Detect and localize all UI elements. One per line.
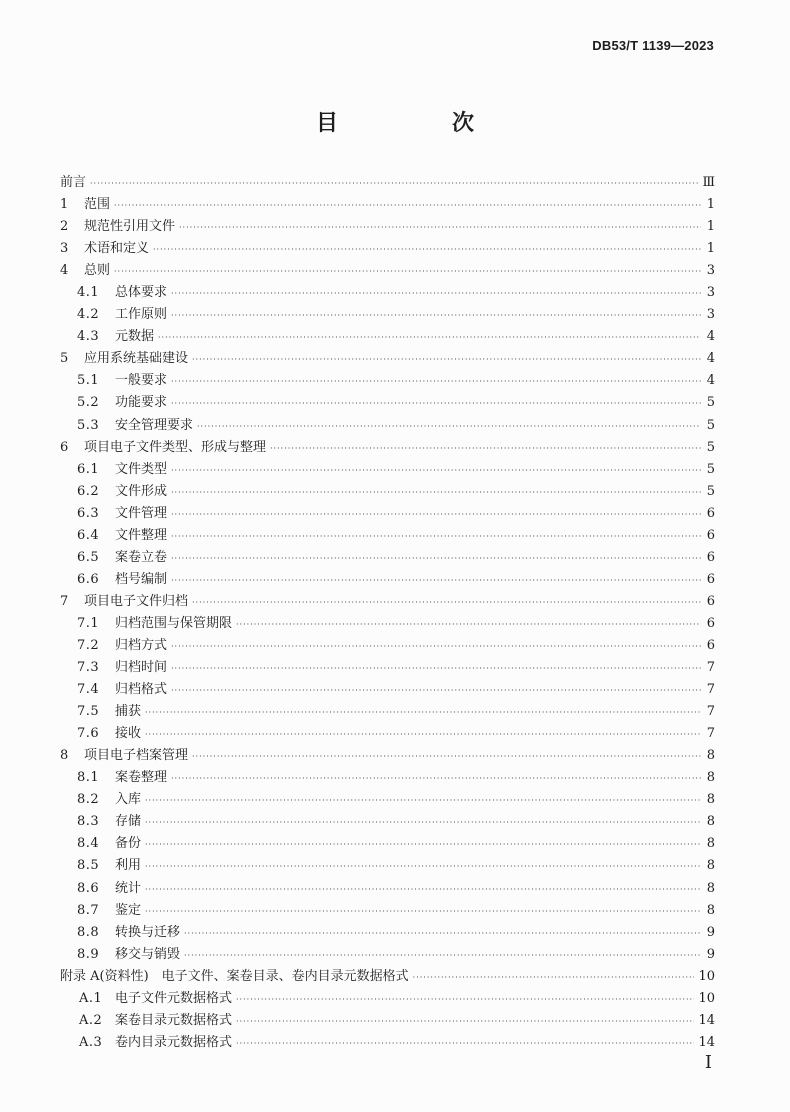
toc-entry[interactable] xyxy=(60,348,715,370)
toc-entry-page: 8 xyxy=(706,748,715,764)
toc-entry[interactable] xyxy=(60,789,715,811)
toc-entry-page: 5 xyxy=(706,461,715,477)
toc-entry-page: 7 xyxy=(706,660,715,676)
toc-entry-number: 5.3 xyxy=(77,417,100,433)
toc-entry[interactable] xyxy=(60,657,715,679)
toc-entry[interactable] xyxy=(60,900,715,922)
toc-entry[interactable] xyxy=(60,679,715,701)
toc-entry-page: 1 xyxy=(706,197,715,213)
toc-entry-title: 应用系统基础建设 xyxy=(84,351,189,367)
toc-entry[interactable] xyxy=(60,238,715,260)
page-number: I xyxy=(704,1052,712,1073)
toc-entry-page: 9 xyxy=(706,924,715,940)
toc-entry-number: 8.6 xyxy=(77,880,100,896)
toc-entry-title: 文件管理 xyxy=(115,505,168,521)
toc-entry-number: 6 xyxy=(60,439,69,455)
toc-entry[interactable] xyxy=(60,833,715,855)
toc-entry-number: 8.3 xyxy=(77,814,100,830)
toc-leader-dots xyxy=(171,570,701,592)
toc-entry[interactable] xyxy=(60,1032,715,1054)
toc-entry[interactable] xyxy=(60,326,715,348)
toc-entry-number: A.1 xyxy=(79,990,103,1006)
toc-entry-title: 总体要求 xyxy=(115,285,168,301)
toc-entry-page: 8 xyxy=(706,814,715,830)
toc-leader-dots xyxy=(114,195,701,217)
toc-entry-number: A.2 xyxy=(79,1012,103,1028)
toc-entry-page: 8 xyxy=(706,792,715,808)
toc-entry-page: 8 xyxy=(706,880,715,896)
toc-leader-dots xyxy=(90,173,698,195)
toc-leader-dots xyxy=(171,680,701,702)
toc-entry-page: 4 xyxy=(706,329,715,345)
toc-entry-page: 8 xyxy=(706,770,715,786)
toc-entry[interactable] xyxy=(60,415,715,437)
toc-leader-dots xyxy=(171,504,701,526)
toc-entry[interactable] xyxy=(60,525,715,547)
toc-entry-number: 6.6 xyxy=(77,571,100,587)
toc-entry-number: 8.2 xyxy=(77,792,100,808)
toc-entry-title: 备份 xyxy=(115,836,142,852)
toc-leader-dots xyxy=(171,482,701,504)
toc-entry-page: 1 xyxy=(706,241,715,257)
toc-entry-title: 项目电子文件类型、形成与整理 xyxy=(84,439,267,455)
toc-entry[interactable] xyxy=(60,1010,715,1032)
page-title: 目 次 xyxy=(315,111,520,136)
toc-entry-number: 7.2 xyxy=(77,637,100,653)
toc-entry-page: 8 xyxy=(706,902,715,918)
toc-entry-page: 7 xyxy=(706,726,715,742)
toc-entry[interactable] xyxy=(60,745,715,767)
toc-entry-page: 4 xyxy=(706,351,715,367)
toc-entry-number: 6.4 xyxy=(77,527,100,543)
toc-entry-title: 入库 xyxy=(115,792,142,808)
toc-leader-dots xyxy=(114,261,701,283)
toc-entry-page: 8 xyxy=(706,858,715,874)
toc-entry-number: 4.2 xyxy=(77,307,100,323)
toc-leader-dots xyxy=(184,945,701,967)
toc-entry-number: 4.3 xyxy=(77,329,100,345)
toc-entry[interactable] xyxy=(60,988,715,1010)
table-of-contents xyxy=(60,172,715,1054)
toc-entry-page: 9 xyxy=(706,946,715,962)
toc-entry-number: 4.1 xyxy=(77,285,100,301)
toc-leader-dots xyxy=(145,856,701,878)
toc-entry[interactable] xyxy=(60,216,715,238)
toc-entry-title: 存储 xyxy=(115,814,142,830)
toc-entry-number: A.3 xyxy=(79,1034,103,1050)
toc-entry[interactable] xyxy=(60,459,715,481)
toc-entry[interactable] xyxy=(60,811,715,833)
toc-entry-number: 4 xyxy=(60,263,69,279)
toc-entry-title: 附录 A(资料性) 电子文件、案卷目录、卷内目录元数据格式 xyxy=(60,968,409,984)
toc-entry-page: 14 xyxy=(698,1012,715,1028)
toc-entry-number: 8 xyxy=(60,748,69,764)
toc-entry-page: 1 xyxy=(706,219,715,235)
toc-entry[interactable] xyxy=(60,613,715,635)
toc-entry-title: 档号编制 xyxy=(115,571,168,587)
toc-leader-dots xyxy=(145,812,701,834)
document-code: DB53/T 1139—2023 xyxy=(592,38,714,53)
toc-entry-page: 14 xyxy=(698,1034,715,1050)
toc-entry-number: 8.4 xyxy=(77,836,100,852)
toc-entry-page: 3 xyxy=(706,285,715,301)
toc-leader-dots xyxy=(158,327,701,349)
toc-entry-title: 归档格式 xyxy=(115,682,168,698)
toc-entry[interactable] xyxy=(60,944,715,966)
toc-entry[interactable] xyxy=(60,194,715,216)
toc-entry-title: 文件形成 xyxy=(115,483,168,499)
toc-entry-title: 项目电子文件归档 xyxy=(84,593,189,609)
toc-entry-number: 5 xyxy=(60,351,69,367)
toc-leader-dots xyxy=(145,724,701,746)
toc-entry-title: 案卷目录元数据格式 xyxy=(115,1012,233,1028)
toc-entry[interactable] xyxy=(60,260,715,282)
toc-leader-dots xyxy=(413,967,695,989)
toc-entry[interactable] xyxy=(60,878,715,900)
toc-entry-number: 7.5 xyxy=(77,704,100,720)
toc-entry[interactable] xyxy=(60,481,715,503)
toc-entry-page: 10 xyxy=(698,968,715,984)
toc-leader-dots xyxy=(145,834,701,856)
toc-entry-page: 6 xyxy=(706,637,715,653)
toc-leader-dots xyxy=(270,438,701,460)
toc-entry-number: 6.1 xyxy=(77,461,100,477)
toc-entry-title: 工作原则 xyxy=(115,307,168,323)
toc-entry-number: 8.9 xyxy=(77,946,100,962)
toc-leader-dots xyxy=(171,393,701,415)
toc-entry-page: 4 xyxy=(706,373,715,389)
toc-entry-page: 6 xyxy=(706,527,715,543)
toc-entry-number: 8.5 xyxy=(77,858,100,874)
toc-entry-title: 安全管理要求 xyxy=(115,417,194,433)
toc-entry-number: 7.6 xyxy=(77,726,100,742)
toc-entry[interactable] xyxy=(60,503,715,525)
toc-entry[interactable] xyxy=(60,437,715,459)
toc-leader-dots xyxy=(153,239,701,261)
toc-entry-title: 接收 xyxy=(115,726,142,742)
toc-entry-title: 文件类型 xyxy=(115,461,168,477)
toc-entry-title: 范围 xyxy=(84,197,111,213)
toc-leader-dots xyxy=(236,1011,694,1033)
toc-entry-page: 8 xyxy=(706,836,715,852)
toc-entry-page: 7 xyxy=(706,682,715,698)
toc-leader-dots xyxy=(236,989,694,1011)
toc-entry[interactable] xyxy=(60,922,715,944)
toc-entry-page: 3 xyxy=(706,307,715,323)
toc-entry-page: 7 xyxy=(706,704,715,720)
toc-entry[interactable] xyxy=(60,966,715,988)
toc-entry[interactable] xyxy=(60,723,715,745)
toc-entry[interactable] xyxy=(60,591,715,613)
toc-entry-number: 3 xyxy=(60,241,69,257)
toc-entry-page: 6 xyxy=(706,615,715,631)
toc-leader-dots xyxy=(145,790,701,812)
toc-leader-dots xyxy=(145,901,701,923)
toc-leader-dots xyxy=(171,305,701,327)
toc-entry-number: 7.4 xyxy=(77,682,100,698)
toc-entry-page: 6 xyxy=(706,571,715,587)
toc-entry-title: 功能要求 xyxy=(115,395,168,411)
toc-entry-number: 7 xyxy=(60,593,69,609)
toc-entry-title: 案卷整理 xyxy=(115,770,168,786)
toc-entry-title: 移交与销毁 xyxy=(115,946,181,962)
toc-entry-title: 项目电子档案管理 xyxy=(84,748,189,764)
toc-entry-title: 文件整理 xyxy=(115,527,168,543)
toc-entry-number: 6.5 xyxy=(77,549,100,565)
toc-entry-number: 8.7 xyxy=(77,902,100,918)
toc-entry-number: 2 xyxy=(60,219,69,235)
toc-leader-dots xyxy=(171,658,701,680)
toc-entry-number: 8.8 xyxy=(77,924,100,940)
toc-entry[interactable] xyxy=(60,701,715,723)
toc-leader-dots xyxy=(171,636,701,658)
toc-entry-page: 5 xyxy=(706,439,715,455)
toc-leader-dots xyxy=(236,614,701,636)
toc-entry-title: 归档时间 xyxy=(115,660,168,676)
toc-entry[interactable] xyxy=(60,855,715,877)
toc-leader-dots xyxy=(192,349,701,371)
toc-entry-title: 术语和定义 xyxy=(84,241,150,257)
toc-entry-title: 捕获 xyxy=(115,704,142,720)
toc-entry-title: 归档方式 xyxy=(115,637,168,653)
toc-entry-page: Ⅲ xyxy=(702,175,715,190)
toc-entry-title: 电子文件元数据格式 xyxy=(115,990,233,1006)
toc-leader-dots xyxy=(171,548,701,570)
toc-entry-number: 7.1 xyxy=(77,615,100,631)
toc-leader-dots xyxy=(171,460,701,482)
toc-leader-dots xyxy=(192,592,701,614)
toc-entry-page: 5 xyxy=(706,395,715,411)
toc-leader-dots xyxy=(171,283,701,305)
toc-entry-title: 归档范围与保管期限 xyxy=(115,615,233,631)
toc-entry-number: 6.2 xyxy=(77,483,100,499)
toc-entry-page: 6 xyxy=(706,593,715,609)
toc-entry-title: 利用 xyxy=(115,858,142,874)
toc-leader-dots xyxy=(145,702,701,724)
toc-entry[interactable] xyxy=(60,172,715,194)
toc-entry[interactable] xyxy=(60,635,715,657)
toc-entry-page: 6 xyxy=(706,505,715,521)
toc-entry[interactable] xyxy=(60,767,715,789)
toc-entry-title: 统计 xyxy=(115,880,142,896)
toc-leader-dots xyxy=(179,217,701,239)
toc-leader-dots xyxy=(184,923,701,945)
toc-entry-number: 1 xyxy=(60,197,69,213)
toc-entry-page: 3 xyxy=(706,263,715,279)
toc-entry-title: 转换与迁移 xyxy=(115,924,181,940)
toc-leader-dots xyxy=(236,1033,694,1055)
toc-entry[interactable] xyxy=(60,304,715,326)
toc-leader-dots xyxy=(192,746,701,768)
toc-entry[interactable] xyxy=(60,392,715,414)
toc-entry-page: 5 xyxy=(706,417,715,433)
toc-entry[interactable] xyxy=(60,547,715,569)
toc-entry[interactable] xyxy=(60,282,715,304)
toc-entry-title: 总则 xyxy=(84,263,111,279)
toc-entry-page: 6 xyxy=(706,549,715,565)
toc-entry[interactable] xyxy=(60,569,715,591)
toc-entry-number: 6.3 xyxy=(77,505,100,521)
toc-entry-number: 5.1 xyxy=(77,373,100,389)
toc-entry-page: 10 xyxy=(698,990,715,1006)
toc-entry-number: 7.3 xyxy=(77,660,100,676)
toc-leader-dots xyxy=(171,768,701,790)
toc-entry-title: 元数据 xyxy=(115,329,155,345)
toc-leader-dots xyxy=(171,371,701,393)
toc-entry-number: 5.2 xyxy=(77,395,100,411)
toc-entry-page: 5 xyxy=(706,483,715,499)
toc-entry-title: 一般要求 xyxy=(115,373,168,389)
toc-entry-title: 案卷立卷 xyxy=(115,549,168,565)
toc-entry-number: 8.1 xyxy=(77,770,100,786)
toc-leader-dots xyxy=(145,879,701,901)
toc-entry-title: 前言 xyxy=(60,175,87,190)
toc-leader-dots xyxy=(171,526,701,548)
toc-leader-dots xyxy=(197,416,701,438)
toc-entry[interactable] xyxy=(60,370,715,392)
toc-entry-title: 卷内目录元数据格式 xyxy=(115,1034,233,1050)
toc-entry-title: 规范性引用文件 xyxy=(84,219,176,235)
toc-entry-title: 鉴定 xyxy=(115,902,142,918)
